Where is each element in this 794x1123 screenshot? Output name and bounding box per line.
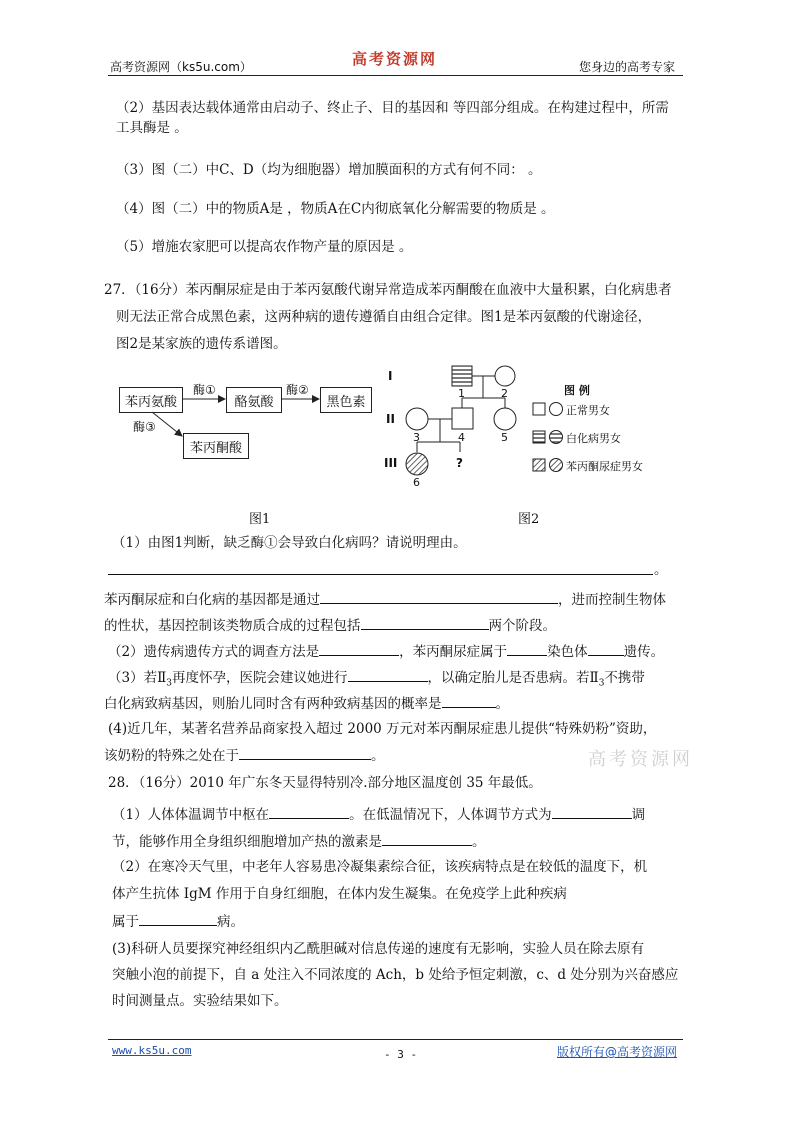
q27-part1-line2-end: 。 bbox=[654, 562, 668, 578]
blank-expression-stages bbox=[361, 615, 489, 630]
q27-part3-line2-a: 白化病致病基因，则胎儿同时含有两种致病基因的概率是 bbox=[104, 696, 442, 712]
legend-albino-male bbox=[533, 431, 545, 443]
q28-part2-line3 bbox=[112, 911, 244, 932]
phenylalanine-box: 苯丙氨酸 bbox=[119, 387, 183, 413]
q28-part1-c: 调 bbox=[631, 807, 646, 823]
q27-part3-b: 再度怀孕，医院会建议她进行 bbox=[172, 670, 348, 686]
q27-part4-line1: (4)近几年，某著名营养品商家投入超过 2000 万元对苯丙酮尿症患儿提供“特殊奶粉”资助， bbox=[108, 721, 657, 737]
q26-part3: （3）图（二）中C、D（均为细胞器）增加膜面积的方式有何不同： 。 bbox=[116, 162, 542, 178]
blank-regulation-center bbox=[269, 804, 349, 819]
phenylpyruvate-box: 苯丙酮酸 bbox=[183, 433, 249, 459]
generation-3-label: III bbox=[384, 456, 398, 470]
q27-part3-line1 bbox=[108, 667, 645, 694]
q28-part1-line2 bbox=[112, 831, 486, 852]
legend-albino-female bbox=[550, 431, 563, 444]
q27-part3-c: ，以确定胎儿是否患病。若Ⅱ bbox=[427, 670, 599, 686]
q27-part3-d: 不携带 bbox=[604, 670, 645, 686]
blank-special-formula bbox=[239, 745, 371, 760]
individual-2-number: 2 bbox=[501, 387, 508, 400]
q27-intro-line1: 27．（16分）苯丙酮尿症是由于苯丙氨酸代谢异常造成苯丙酮酸在血液中大量积累，白化病患者 bbox=[104, 282, 672, 298]
q28-part2-line2: 体产生抗体 IgM 作用于自身红细胞，在体内发生凝集。在免疫学上此种疾病 bbox=[112, 886, 567, 902]
q27-part1-line4-b: 两个阶段。 bbox=[488, 618, 556, 634]
pedigree-individual-5 bbox=[494, 408, 516, 430]
q27-part4-line2 bbox=[104, 745, 385, 766]
q27-part2-b: ，苯丙酮尿症属于 bbox=[399, 644, 508, 660]
q28-part2-line1: （2）在寒冷天气里，中老年人容易患冷凝集素综合征，该疾病特点是在较低的温度下，机 bbox=[112, 859, 648, 875]
q28-part2-line3-b: 病。 bbox=[217, 914, 244, 930]
enzyme-2-label: 酶② bbox=[286, 383, 309, 397]
pedigree-individual-2 bbox=[495, 366, 515, 386]
header-right: 您身边的高考专家 bbox=[579, 60, 676, 74]
blank-hormone bbox=[382, 831, 472, 846]
blank-disease-type bbox=[139, 911, 217, 926]
q27-part2-a: （2）遗传病遗传方式的调查方法是 bbox=[108, 644, 320, 660]
legend-pku-female bbox=[550, 459, 563, 472]
melanin-box: 黑色素 bbox=[320, 387, 372, 413]
generation-2-label: II bbox=[386, 412, 395, 426]
q27-part4-line2-b: 。 bbox=[371, 748, 385, 764]
q27-part1-line1: （1）由图1判断，缺乏酶①会导致白化病吗？请说明理由。 bbox=[112, 535, 467, 551]
q27-part1-line3-a: 苯丙酮尿症和白化病的基因都是通过 bbox=[104, 592, 320, 608]
q26-part2-line2: 工具酶是 。 bbox=[116, 120, 188, 136]
q27-part1-line4 bbox=[104, 615, 556, 636]
header-rule bbox=[108, 75, 683, 76]
footer-site-link[interactable]: www.ks5u.com bbox=[112, 1044, 192, 1057]
q27-part1-line3-b: ，进而控制生物体 bbox=[558, 592, 666, 608]
q28-part1-line2-b: 。 bbox=[472, 834, 486, 850]
arrow-enzyme-3 bbox=[152, 412, 182, 436]
q26-part5: （5）增施农家肥可以提高农作物产量的原因是 。 bbox=[116, 239, 413, 255]
blank-inheritance-type bbox=[588, 641, 624, 656]
legend-normal-label: 正常男女 bbox=[566, 404, 610, 417]
legend-pku-label: 苯丙酮尿症男女 bbox=[566, 460, 643, 473]
q26-part4: （4）图（二）中的物质A是 ，物质A在C内彻底氧化分解需要的物质是 。 bbox=[116, 201, 555, 217]
blank-gene-control bbox=[320, 589, 558, 604]
q27-part2-d: 遗传。 bbox=[623, 644, 665, 660]
pedigree-individual-1 bbox=[452, 366, 472, 386]
unknown-fetus-mark: ? bbox=[456, 456, 463, 470]
watermark: 高考资源网 bbox=[588, 749, 693, 770]
legend-normal-male bbox=[533, 403, 545, 415]
blank-survey-method bbox=[319, 641, 399, 656]
tyrosine-box: 酪氨酸 bbox=[226, 387, 282, 413]
q27-part3-line2 bbox=[104, 693, 509, 714]
q28-part3-line1: (3)科研人员要探究神经组织内乙酰胆碱对信息传递的速度有无影响，实验人员在除去原有 bbox=[112, 941, 645, 957]
q28-part2-line3-a: 属于 bbox=[112, 914, 139, 930]
header-left: 高考资源网（ks5u.com） bbox=[110, 60, 252, 74]
footer-rule bbox=[108, 1039, 683, 1040]
legend-albino-label: 白化病男女 bbox=[566, 432, 621, 445]
legend-pku-male bbox=[533, 459, 545, 471]
q27-part1-answer-blank bbox=[108, 574, 653, 575]
enzyme-1-label: 酶① bbox=[193, 383, 216, 397]
q27-part2 bbox=[108, 641, 664, 662]
legend-normal-female bbox=[550, 403, 563, 416]
enzyme-3-label: 酶③ bbox=[133, 420, 156, 434]
blank-prenatal-test bbox=[348, 667, 428, 682]
q27-part1-line4-a: 的性状，基因控制该类物质合成的过程包括 bbox=[104, 618, 361, 634]
figure-2-caption: 图2 bbox=[518, 512, 540, 527]
blank-probability bbox=[442, 693, 496, 708]
legend-title: 图 例 bbox=[564, 384, 590, 397]
q28-part1-b: 。在低温情况下，人体调节方式为 bbox=[349, 807, 552, 823]
q28-part3-line3: 时间测量点。实验结果如下。 bbox=[112, 993, 288, 1009]
q27-part4-line2-a: 该奶粉的特殊之处在于 bbox=[104, 748, 239, 764]
q28-intro: 28．（16分）2010 年广东冬天显得特别冷.部分地区温度创 35 年最低。 bbox=[108, 775, 542, 791]
individual-3-number: 3 bbox=[413, 431, 420, 444]
q28-part1-line1 bbox=[112, 804, 645, 825]
blank-regulation-mode bbox=[552, 804, 632, 819]
individual-1-number: 1 bbox=[458, 387, 465, 400]
footer-copyright-link[interactable]: 版权所有@高考资源网 bbox=[557, 1045, 678, 1059]
page-number: - 3 - bbox=[384, 1048, 418, 1061]
q27-intro-line2: 则无法正常合成黑色素，这两种病的遗传遵循自由组合定律。图1是苯丙氨酸的代谢途径， bbox=[116, 309, 652, 325]
q27-part1-line3 bbox=[104, 589, 666, 610]
header-logo: 高考资源网 bbox=[352, 50, 438, 68]
figure-1-caption: 图1 bbox=[249, 512, 271, 527]
individual-6-number: 6 bbox=[413, 476, 420, 489]
pedigree-individual-3 bbox=[406, 408, 428, 430]
q28-part3-line2: 突触小泡的前提下，自 a 处注入不同浓度的 Ach，b 处给予恒定刺激，c、d 处分别为兴奋感应 bbox=[112, 967, 679, 983]
q27-part3-line2-b: 。 bbox=[495, 696, 509, 712]
pedigree-chart bbox=[380, 360, 670, 500]
individual-5-number: 5 bbox=[501, 431, 508, 444]
pedigree-individual-6 bbox=[406, 453, 428, 475]
q27-part3-sub-1: 3 bbox=[166, 678, 172, 689]
blank-chromosome-type bbox=[507, 641, 547, 656]
individual-4-number: 4 bbox=[458, 431, 465, 444]
q27-intro-line3: 图2是某家族的遗传系谱图。 bbox=[116, 336, 287, 352]
q26-part2-line1: （2）基因表达载体通常由启动子、终止子、目的基因和 等四部分组成。在构建过程中，所需 bbox=[116, 100, 669, 116]
q27-part3-a: （3）若Ⅱ bbox=[108, 670, 167, 686]
q27-part3-sub-2: 3 bbox=[598, 678, 605, 689]
generation-1-label: I bbox=[388, 369, 393, 383]
q27-part2-c: 染色体 bbox=[547, 644, 588, 660]
q28-part1-a: （1）人体体温调节中枢在 bbox=[112, 807, 270, 823]
q28-part1-line2-a: 节，能够作用全身组织细胞增加产热的激素是 bbox=[112, 834, 382, 850]
pedigree-individual-4 bbox=[452, 408, 473, 429]
